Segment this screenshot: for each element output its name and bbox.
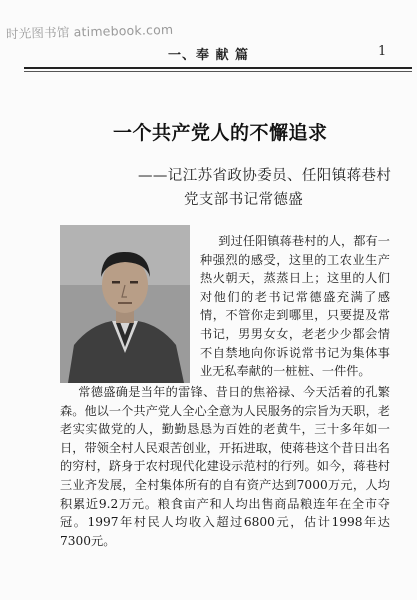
header-rule-thick <box>24 67 412 69</box>
article-title: 一个共产党人的不懈追求 <box>113 122 328 144</box>
watermark: 时光图书馆 atimebook.com <box>5 21 174 42</box>
page-number: 1 <box>378 44 387 59</box>
paragraph-1: 到过任阳镇蒋巷村的人，都有一种强烈的感受，这里的工农业生产热火朝天，蒸蒸日上；这里的人们对他们的老书记常德盛充满了感情，不管你走到哪里，只要提及常书记，男男女女，老老少少都会情不自禁地向你诉说常书记为集体事业无私奉献的一桩桩、一件件。 <box>200 234 390 379</box>
portrait-photo <box>60 225 190 383</box>
header-rule-thin <box>24 71 412 72</box>
running-head: 一、奉 献 篇 <box>168 48 250 63</box>
portrait-figure <box>60 225 190 383</box>
paragraph-2: 常德盛确是当年的雷锋、昔日的焦裕禄、今天活着的孔繁森。他以一个共产党人全心全意为人民服务的宗旨为天职，老老实实做党的人，勤勤恳恳为百姓的老黄牛，三十多年如一日，带领全村人民艰苦创业，开拓进取，使蒋巷这个昔日出名的穷村，跻身于农村现代化建设示范村的行列。如今，蒋巷村三业齐发展，全村集体所有的自有资产达到7000万元，人均积累近9.2万元。粮食亩产和人均出售商品粮连年在全市夺冠。1997年村民人均收入超过6800元，估计1998年达7300元。 <box>60 385 390 548</box>
article-subtitle-line1: ——记江苏省政协委员、任阳镇蒋巷村 <box>138 168 392 184</box>
article-subtitle-line2: 党支部书记常德盛 <box>184 192 304 208</box>
